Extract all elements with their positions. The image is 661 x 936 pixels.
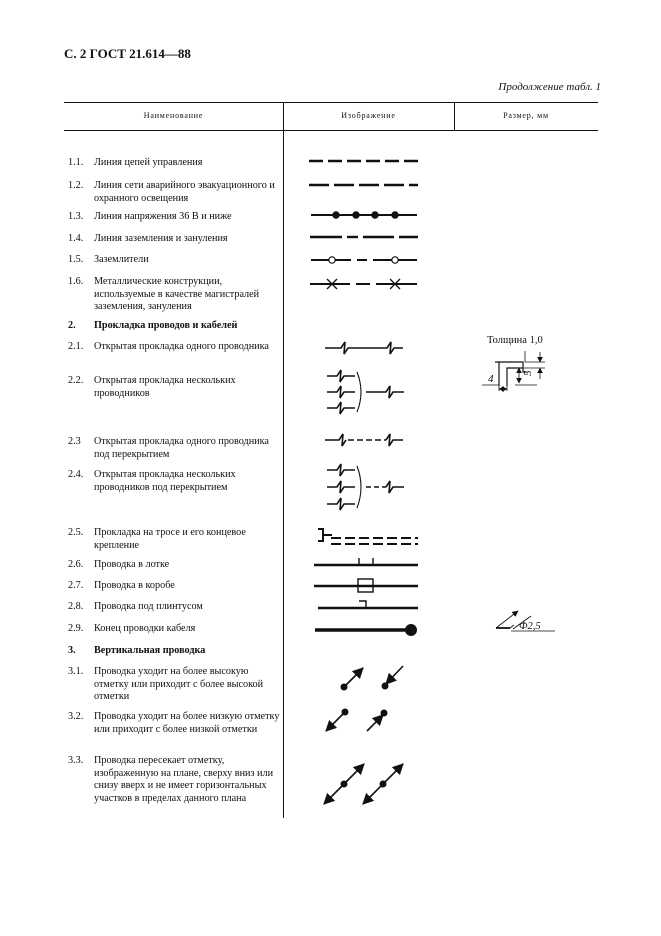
page-header: С. 2 ГОСТ 21.614—88 xyxy=(64,46,191,61)
row-number: 1.1. xyxy=(68,157,84,168)
row-text: Открытая прокладка нескольких проводников под перекрытием xyxy=(94,469,236,493)
column-header-image: Изображение xyxy=(341,111,396,120)
open-single-wire-symbol xyxy=(325,342,403,354)
row-number: 1.3. xyxy=(68,211,84,222)
thickness-dimension-drawing xyxy=(482,351,545,391)
column-header-name: Наименование xyxy=(143,111,204,120)
row-text: Линия цепей управления xyxy=(94,157,203,168)
row-number: 2.8. xyxy=(68,601,84,612)
row-number: 2.5. xyxy=(68,527,84,538)
row-text: Заземлители xyxy=(94,254,149,265)
row-text: Открытая прокладка одного проводника xyxy=(94,341,269,352)
row-number: 1.6. xyxy=(68,276,84,287)
wiring-in-tray-symbol xyxy=(314,558,418,565)
row-text: Прокладка на тросе и его концевое крепление xyxy=(94,527,246,551)
row-number: 3. xyxy=(68,645,76,656)
row-number: 3.2. xyxy=(68,711,84,722)
row-number: 1.2. xyxy=(68,180,84,191)
vertical-crossing-arrows-symbol xyxy=(324,764,403,804)
table-continuation-label: Продолжение табл. 1 xyxy=(498,81,601,93)
multiple-wires-under-ceiling-symbol xyxy=(327,464,404,510)
row-text: Линия напряжения 36 В и ниже xyxy=(94,211,232,222)
cable-on-rope-symbol xyxy=(318,529,418,544)
row-number: 3.3. xyxy=(68,755,84,766)
metal-structures-grounding-symbol xyxy=(310,279,417,289)
open-multiple-wires-symbol xyxy=(327,370,404,414)
row-number: 1.4. xyxy=(68,233,84,244)
row-text: Конец проводки кабеля xyxy=(94,623,196,634)
diameter-label: Ф2,5 xyxy=(519,621,541,632)
row-number: 2.3 xyxy=(68,436,81,447)
row-number: 2.6. xyxy=(68,559,84,570)
row-text: Проводка под плинтусом xyxy=(94,601,203,612)
wiring-in-duct-symbol xyxy=(314,579,418,592)
row-text: Вертикальная проводка xyxy=(94,645,206,656)
row-text: Проводка уходит на более высокую отметку или приходит с более высокой отметки xyxy=(94,666,264,703)
row-number: 2.7. xyxy=(68,580,84,591)
row-text: Прокладка проводов и кабелей xyxy=(94,320,238,331)
cable-end-symbol xyxy=(315,625,417,636)
row-number: 2.1. xyxy=(68,341,84,352)
row-text: Линия заземления и зануления xyxy=(94,233,228,244)
row-number: 2.9. xyxy=(68,623,84,634)
row-text: Проводка уходит на более низкую отметку или приходит с более низкой отметки xyxy=(94,711,280,735)
row-text: Проводка в лотке xyxy=(94,559,170,570)
row-number: 3.1. xyxy=(68,666,84,677)
row-text: Проводка в коробе xyxy=(94,580,175,591)
low-voltage-line-symbol xyxy=(311,212,417,218)
row-text: Линия сети аварийного эвакуационного и охранного освещения xyxy=(94,180,275,204)
row-number: 2. xyxy=(68,320,76,331)
wiring-under-skirting-symbol xyxy=(318,601,418,608)
column-header-size: Размер, мм xyxy=(503,111,549,120)
row-text: Металлические конструкции, используемые в качестве магистралей заземления, зануления xyxy=(94,276,260,313)
thickness-label: Толщина 1,0 xyxy=(487,335,543,346)
vertical-down-arrows-symbol xyxy=(326,709,387,731)
dimension-4-label: 4 xyxy=(488,373,494,385)
row-number: 1.5. xyxy=(68,254,84,265)
row-number: 2.2. xyxy=(68,375,84,386)
single-wire-under-ceiling-symbol xyxy=(325,434,403,446)
row-text: Открытая прокладка одного проводника под перекрытием xyxy=(94,436,269,460)
row-text: Открытая прокладка нескольких проводников xyxy=(94,375,236,399)
ground-electrode-symbol xyxy=(311,257,417,263)
row-number: 2.4. xyxy=(68,469,84,480)
row-text: Проводка пересекает отметку, изображенную на плане, сверху вниз или снизу вверх и не имеет горизонтальных участков в пределах данного плана xyxy=(94,755,274,804)
vertical-up-arrows-symbol xyxy=(341,666,403,690)
dimension-5-label: 5 xyxy=(522,370,534,376)
